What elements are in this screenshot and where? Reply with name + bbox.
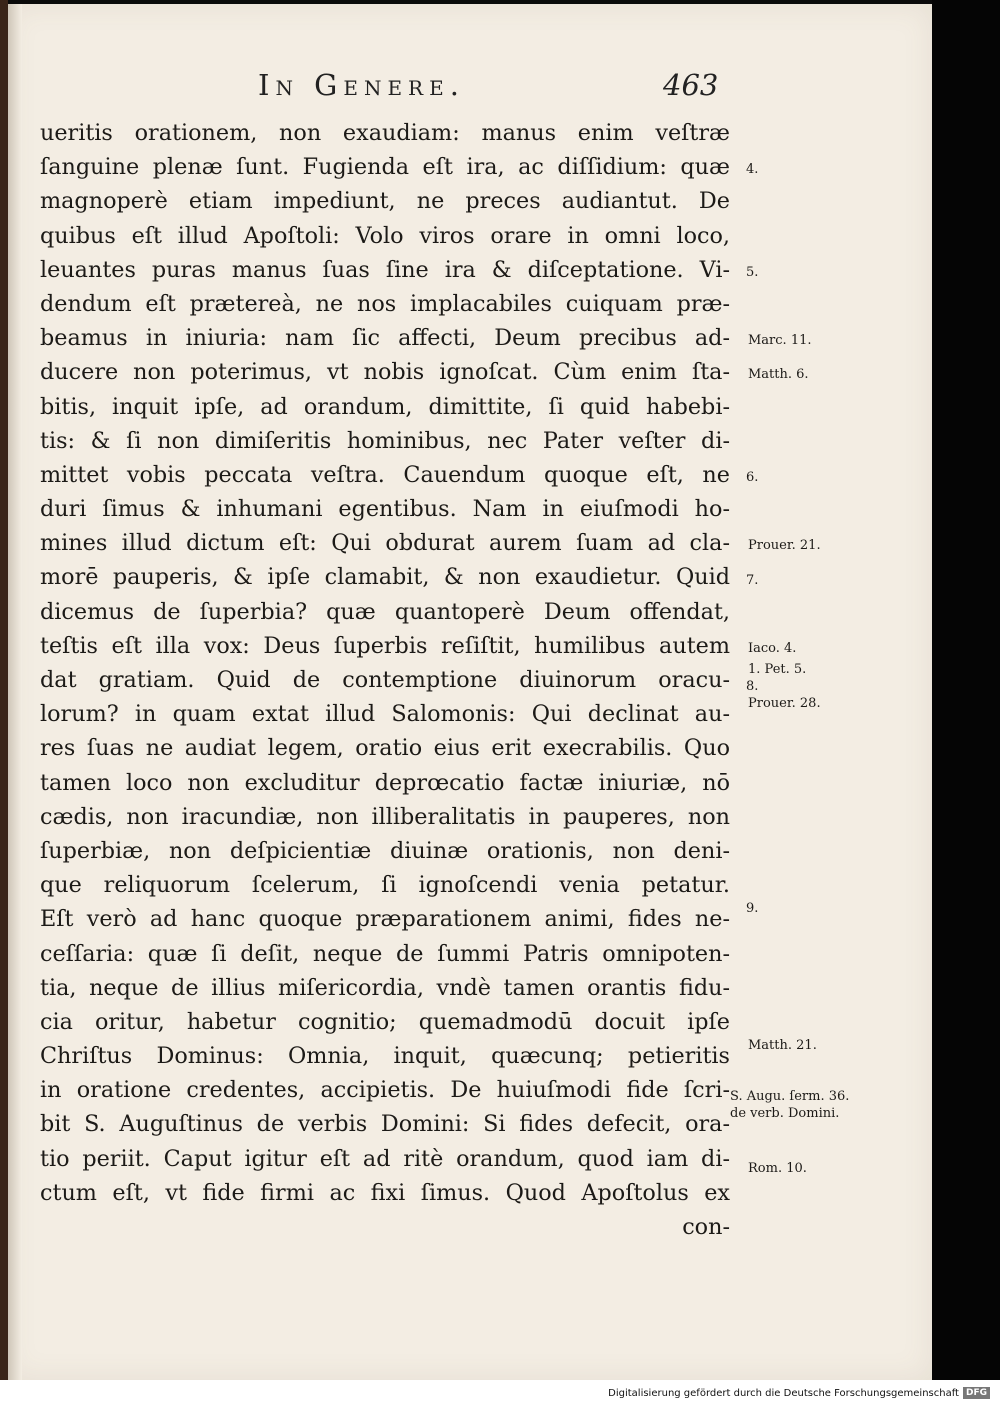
- text-line: tia, neque de illius miſericordia, vndè tamen orantis fidu-: [40, 974, 730, 1001]
- text-line: res ſuas ne audiat legem, oratio eius erit execrabilis. Quo: [40, 735, 730, 762]
- text-line: lorum? in quam extat illud Salomonis: Qui declinat au-: [40, 701, 730, 728]
- text-line: in oratione credentes, accipietis. De huiuſmodi fide ſcri-: [40, 1077, 730, 1104]
- text-line: bit S. Auguſtinus de verbis Domini: Si fides defecit, ora-: [40, 1111, 730, 1138]
- text-line: bitis, inquit ipſe, ad orandum, dimittite, ſi quid habebi-: [40, 393, 730, 420]
- main-text-block: [40, 116, 730, 1244]
- text-line: mines illud dictum eſt: Qui obdurat aurem ſuam ad cla-: [40, 530, 730, 557]
- text-line: leuantes puras manus ſuas ſine ira & diſceptatione. Vi-: [40, 256, 730, 283]
- margin-note: 8.: [746, 678, 759, 694]
- book-page: [8, 4, 932, 1380]
- text-line: beamus in iniuria: nam ſic affecti, Deum precibus ad-: [40, 325, 730, 352]
- page-gutter-shadow: [8, 4, 22, 1380]
- margin-note: 4.: [746, 162, 759, 178]
- margin-note: 5.: [746, 264, 759, 280]
- dfg-logo: DFG: [963, 1387, 990, 1399]
- text-line: cædis, non iracundiæ, non illiberalitatis in pauperes, non: [40, 803, 730, 830]
- text-line: duri ſimus & inhumani egentibus. Nam in eiuſmodi ho-: [40, 496, 730, 523]
- text-line: ueritis orationem, non exaudiam: manus enim veſtræ: [40, 120, 730, 146]
- scan-right-border: [932, 0, 1000, 1380]
- text-line: ducere non poterimus, vt nobis ignoſcat. Cùm enim ſta-: [40, 359, 730, 386]
- text-line: ceſſaria: quæ ſi deſit, neque de ſummi Patris omnipoten-: [40, 940, 730, 967]
- credit-text: Digitalisierung gefördert durch die Deutsche Forschungsgemeinschaft: [608, 1387, 959, 1399]
- text-line: Chriſtus Dominus: Omnia, inquit, quæcunq; petieritis: [40, 1043, 730, 1070]
- margin-notes: [730, 4, 890, 1204]
- text-line: morē pauperis, & ipſe clamabit, & non exaudietur. Quid: [40, 564, 730, 591]
- page-number: 463: [663, 68, 719, 102]
- margin-note: Prouer. 21.: [748, 538, 821, 554]
- catchword: con-: [682, 1214, 730, 1240]
- margin-note: 1. Pet. 5.: [748, 661, 807, 677]
- margin-note: 9.: [746, 900, 759, 916]
- text-line: dendum eſt prætereà, ne nos implacabiles cuiquam præ-: [40, 290, 730, 317]
- text-line: teſtis eſt illa vox: Deus ſuperbis reſiſtit, humilibus autem: [40, 632, 730, 659]
- text-line: quibus eſt illud Apoſtoli: Volo viros orare in omni loco,: [40, 222, 730, 249]
- text-line: que reliquorum ſcelerum, ſi ignoſcendi venia petatur.: [40, 872, 730, 899]
- text-line: ctum eſt, vt fide firmi ac fixi ſimus. Quod Apoſtolus ex: [40, 1179, 730, 1206]
- margin-note: Matth. 21.: [748, 1037, 817, 1053]
- text-line: tis: & ſi non dimiſeritis hominibus, nec Pater veſter di-: [40, 427, 730, 454]
- margin-note: Matth. 6.: [748, 367, 809, 383]
- text-line: mittet vobis peccata veſtra. Cauendum quoque eſt, ne: [40, 461, 730, 488]
- book-binding: [0, 0, 8, 1380]
- margin-note: S. Augu. ſerm. 36.: [730, 1089, 850, 1105]
- margin-note: Iaco. 4.: [748, 641, 797, 656]
- text-line: magnoperè etiam impediunt, ne preces audiantut. De: [40, 188, 730, 215]
- text-line: Eſt verò ad hanc quoque præparationem animi, fides ne-: [40, 906, 730, 933]
- margin-note: de verb. Domini.: [730, 1106, 840, 1122]
- text-line: ſuperbiæ, non deſpicientiæ diuinæ orationis, non deni-: [40, 837, 730, 864]
- digitization-credit: [608, 1386, 990, 1400]
- text-line: tio periit. Caput igitur eſt ad ritè orandum, quod iam di-: [40, 1145, 730, 1172]
- text-line: cia oritur, habetur cognitio; quemadmodū docuit ipſe: [40, 1008, 730, 1035]
- margin-note: 7.: [746, 572, 759, 588]
- text-line: ſanguine plenæ ſunt. Fugienda eſt ira, ac diſſidium: quæ: [40, 154, 730, 181]
- margin-note: 6.: [746, 470, 759, 485]
- text-line: dat gratiam. Quid de contemptione diuinorum oracu-: [40, 667, 730, 693]
- margin-note: Marc. 11.: [748, 333, 812, 349]
- margin-note: Rom. 10.: [748, 1160, 807, 1176]
- text-line: dicemus de ſuperbia? quæ quantoperè Deum offendat,: [40, 598, 730, 625]
- running-head: In Genere.: [258, 68, 465, 102]
- text-line: tamen loco non excluditur deprœcatio factæ iniuriæ, nō: [40, 769, 730, 796]
- margin-note: Prouer. 28.: [748, 695, 821, 711]
